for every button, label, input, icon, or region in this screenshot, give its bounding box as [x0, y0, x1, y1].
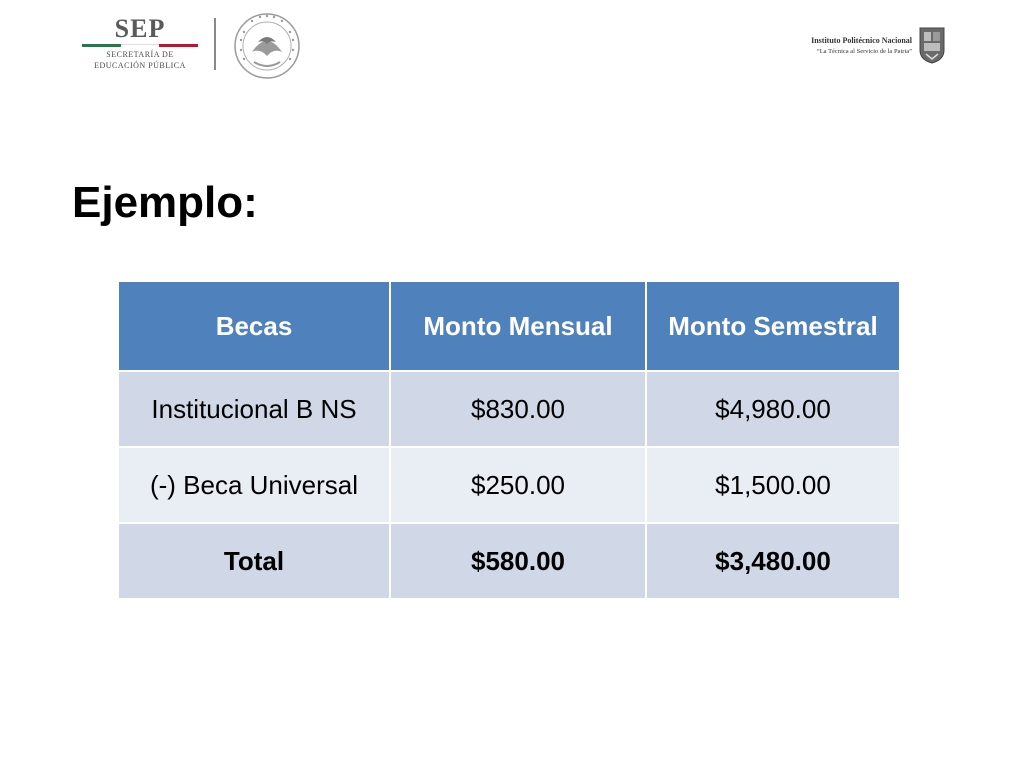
table-cell: $250.00 [391, 448, 645, 522]
ipn-logo [806, 26, 946, 66]
mexican-coat-of-arms-seal-icon [232, 12, 302, 80]
table-cell: (-) Beca Universal [119, 448, 389, 522]
ipn-name: Instituto Politécnico Nacional [811, 36, 912, 45]
column-header-monto-mensual: Monto Mensual [391, 282, 645, 370]
column-header-becas: Becas [119, 282, 389, 370]
table-row-total [119, 524, 899, 598]
table-cell: $580.00 [391, 524, 645, 598]
table-cell: Total [119, 524, 389, 598]
sep-logo-line2: EDUCACIÓN PÚBLICA [94, 61, 186, 70]
sep-logo-line1: SECRETARÍA DE [106, 50, 174, 59]
table-row [119, 448, 899, 522]
table-cell: $3,480.00 [647, 524, 899, 598]
sep-logo-title: SEP [114, 14, 166, 43]
becas-table [117, 280, 901, 600]
sep-logo [80, 14, 210, 74]
table-header-row [119, 282, 899, 370]
logo-divider [214, 18, 216, 70]
table-cell: $4,980.00 [647, 372, 899, 446]
column-header-monto-semestral: Monto Semestral [647, 282, 899, 370]
sep-flag-bar [82, 44, 198, 47]
table-cell: $1,500.00 [647, 448, 899, 522]
ipn-crest-icon [918, 26, 946, 64]
table-cell: Institucional B NS [119, 372, 389, 446]
slide-title: Ejemplo: [72, 178, 258, 227]
table-row [119, 372, 899, 446]
table-cell: $830.00 [391, 372, 645, 446]
ipn-motto: “La Técnica al Servicio de la Patria” [816, 48, 912, 55]
